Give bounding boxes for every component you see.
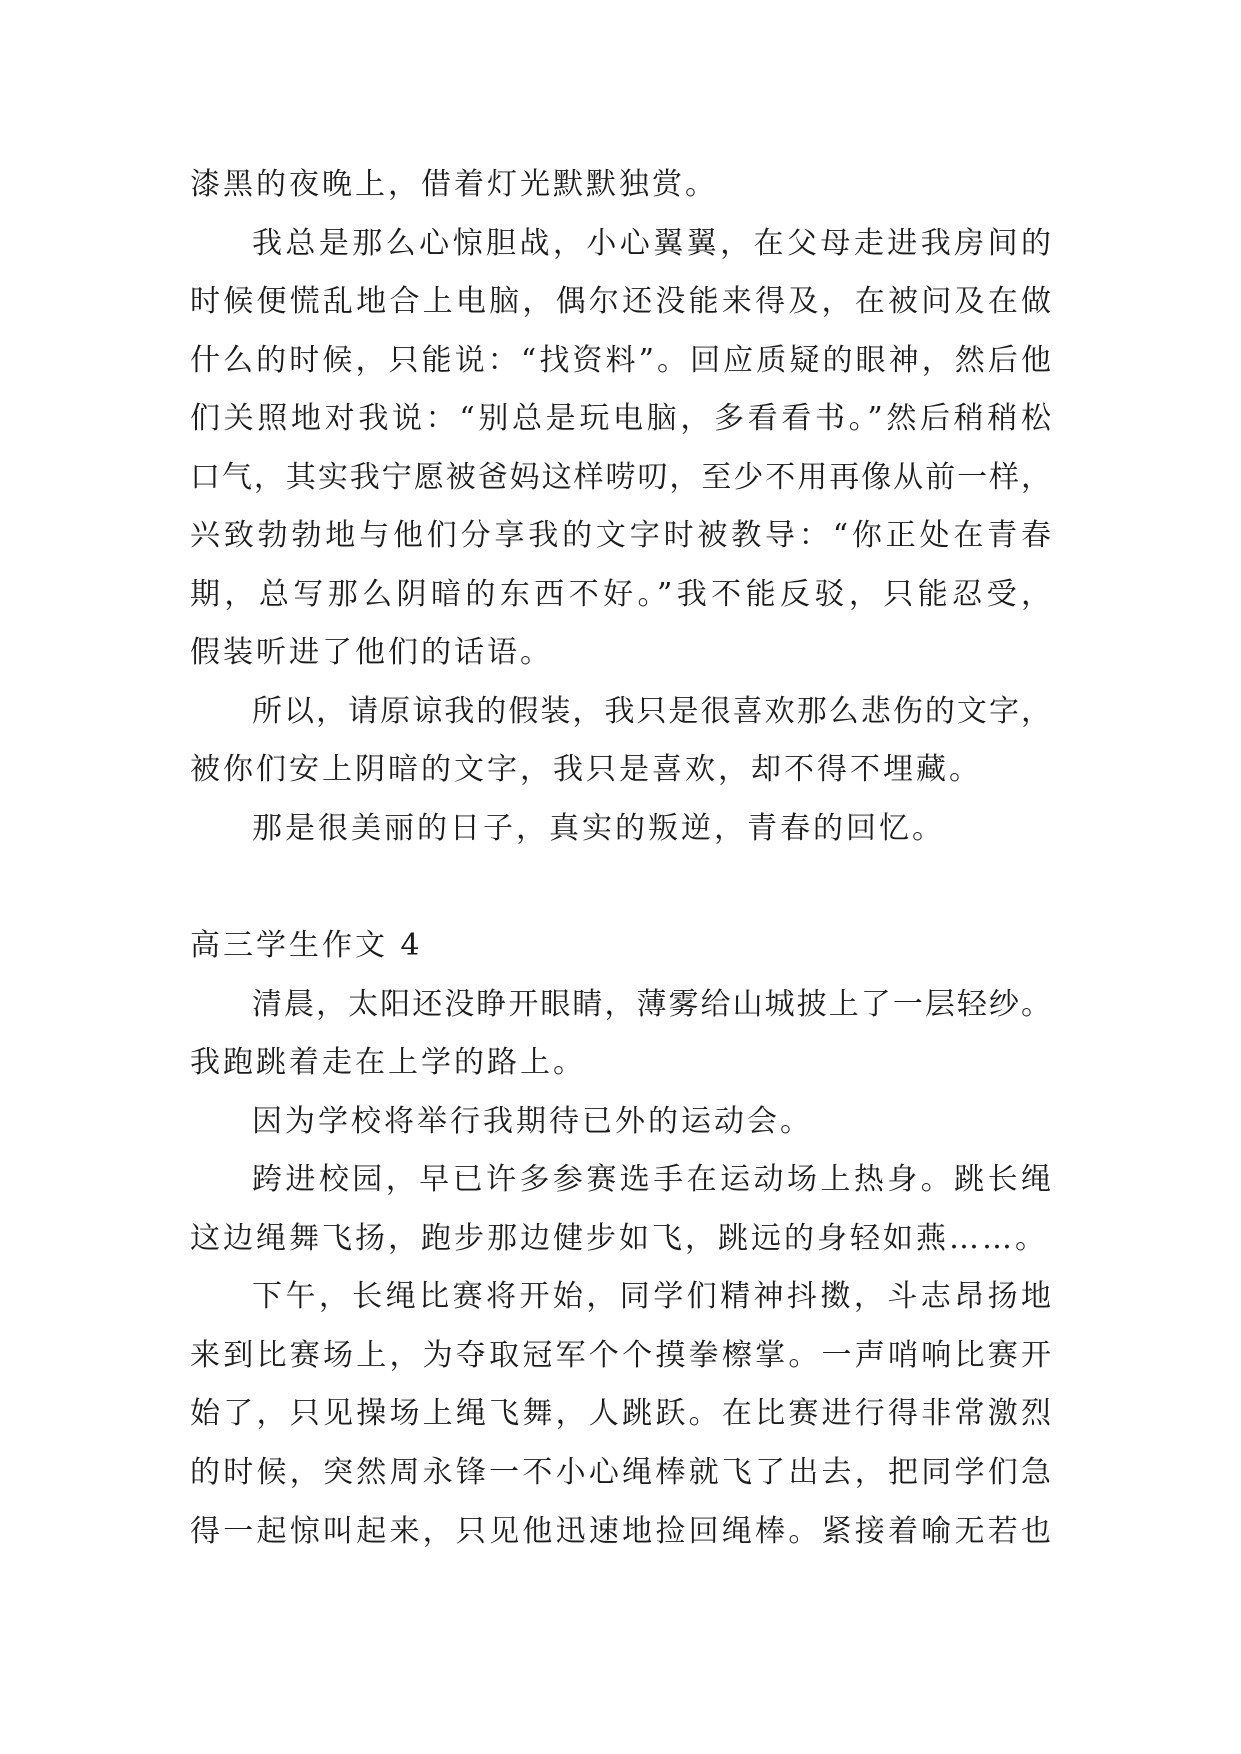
- text-line: 清晨，太阳还没睁开眼睛，薄雾给山城披上了一层轻纱。: [252, 986, 1052, 1022]
- text-line: 漆黑的夜晚上，借着灯光默默独赏。: [190, 167, 718, 202]
- text-line: 期，总写那么阴暗的东西不好。”我不能反驳，只能忍受，: [190, 576, 1052, 612]
- text-line: 假装听进了他们的话语。: [190, 635, 553, 671]
- text-line: 的时候，突然周永锋一不小心绳棒就飞了出去，把同学们急: [190, 1455, 1052, 1491]
- essay-heading: 高三学生作文 4: [190, 928, 423, 964]
- text-line: 我跑跳着走在上学的路上。: [190, 1045, 586, 1081]
- paragraph: [190, 156, 1052, 215]
- document-body: [190, 156, 1052, 1561]
- paragraph: [190, 1151, 1052, 1268]
- paragraph: [190, 1268, 1052, 1561]
- text-line: 这边绳舞飞扬，跑步那边健步如飞，跳远的身轻如燕……。: [190, 1220, 1048, 1256]
- text-line: 什么的时候，只能说：“找资料”。回应质疑的眼神，然后他: [190, 342, 1052, 378]
- text-line: 始了，只见操场上绳飞舞，人跳跃。在比赛进行得非常激烈: [190, 1396, 1052, 1432]
- text-line: 因为学校将举行我期待已外的运动会。: [252, 1103, 813, 1139]
- paragraph: [190, 683, 1052, 800]
- text-line: 来到比赛场上，为夺取冠军个个摸拳檫掌。一声哨响比赛开: [190, 1337, 1052, 1373]
- text-line: 得一起惊叫起来，只见他迅速地捡回绳棒。紧接着喻无若也: [190, 1513, 1052, 1549]
- text-line: 被你们安上阴暗的文字，我只是喜欢，却不得不埋藏。: [190, 752, 982, 788]
- blank-line: [190, 859, 1052, 918]
- paragraph: [190, 1093, 1052, 1152]
- text-line: 兴致勃勃地与他们分享我的文字时被教导：“你正处在青春: [190, 518, 1052, 554]
- text-line: 跨进校园，早已许多参赛选手在运动场上热身。跳长绳: [252, 1162, 1052, 1198]
- text-line: 所以，请原谅我的假装，我只是很喜欢那么悲伤的文字，: [252, 693, 1052, 729]
- text-line: 们关照地对我说：“别总是玩电脑，多看看书。”然后稍稍松: [190, 401, 1052, 437]
- text-line: 下午，长绳比赛将开始，同学们精神抖擞，斗志昂扬地: [252, 1279, 1052, 1315]
- paragraph: [190, 976, 1052, 1093]
- paragraph: [190, 800, 1052, 859]
- text-line: 那是很美丽的日子，真实的叛逆，青春的回忆。: [252, 811, 945, 847]
- text-line: 时候便慌乱地合上电脑，偶尔还没能来得及，在被问及在做: [190, 284, 1052, 320]
- text-line: 我总是那么心惊胆战，小心翼翼，在父母走进我房间的: [252, 225, 1052, 261]
- paragraph: [190, 215, 1052, 683]
- text-line: 口气，其实我宁愿被爸妈这样唠叨，至少不用再像从前一样，: [190, 459, 1052, 495]
